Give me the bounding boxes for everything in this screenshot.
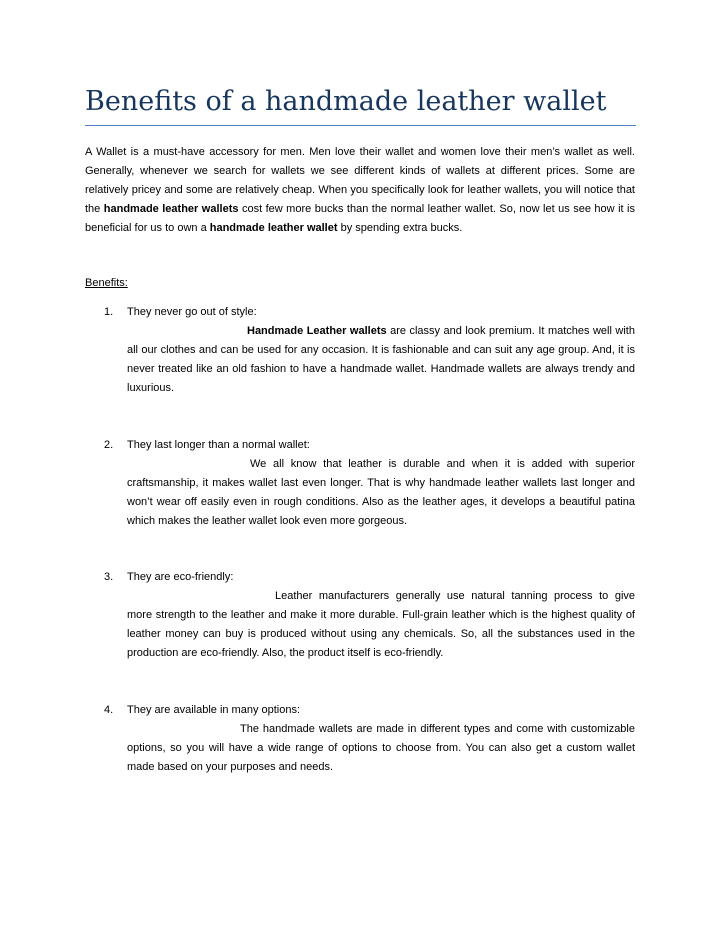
benefit-body: [127, 587, 635, 663]
intro-text-part2: cost few more bucks than the normal leather wallet. So, now let us see how it is beneficial for us to own a: [85, 203, 635, 234]
benefit-text: Leather manufacturers generally use natural tanning process to give more strength to the leather and make it more durable. Full-grain leather which is the highest quality of leather money can buy is produced without using any chemicals. So, all the substances used in the production are eco-friendly. Also, the product itself is eco-friendly.: [127, 590, 635, 659]
benefit-heading: They never go out of style:: [127, 306, 257, 318]
benefit-body: [127, 322, 635, 398]
benefit-body: [127, 455, 635, 531]
document-title: Benefits of a handmade leather wallet: [85, 86, 607, 117]
benefit-number: 1.: [104, 306, 114, 318]
benefit-text: We all know that leather is durable and when it is added with superior craftsmanship, it makes wallet last even longer. That is why handmade leather wallets last longer and won’t wear off easily even in rough conditions. Also as the leather ages, it develops a beautiful patina which makes the leather wallet look even more gorgeous.: [127, 458, 635, 527]
title-underline-rule: [85, 125, 636, 126]
benefit-heading: They last longer than a normal wallet:: [127, 439, 310, 451]
benefit-number: 4.: [104, 704, 114, 716]
intro-bold-handmade-wallets: handmade leather wallets: [103, 203, 239, 215]
benefit-body: [127, 720, 635, 777]
benefits-heading: Benefits:: [85, 277, 128, 289]
intro-paragraph: [85, 143, 635, 238]
benefit-text: are classy and look premium. It matches well with all our clothes and can be used for any occasion. It is fashionable and can suit any age group. And, it is never treated like an old fashion to have a handmade wallet. Handmade wallets are always trendy and luxurious.: [127, 325, 635, 394]
intro-bold-handmade-wallet: handmade leather wallet: [209, 222, 338, 234]
benefit-number: 3.: [104, 571, 114, 583]
benefit-heading: They are available in many options:: [127, 704, 301, 716]
intro-text-part1: A Wallet is a must-have accessory for men. Men love their wallet and women love their men’s wallet as well. Generally, whenever we search for wallets we see different kinds of wallets at different prices. Some are relatively pricey and some are relatively cheap. When you specifically look for leather wallets, you will notice that the: [85, 146, 635, 215]
benefit-number: 2.: [104, 439, 114, 451]
benefit-heading: They are eco-friendly:: [127, 571, 234, 583]
benefit-bold-phrase: Handmade Leather wallets: [247, 325, 387, 337]
benefit-text: The handmade wallets are made in different types and come with customizable options, so you will have a wide range of options to choose from. You can also get a custom wallet made based on your purposes and needs.: [127, 723, 635, 773]
intro-text-part3: by spending extra bucks.: [337, 222, 463, 234]
